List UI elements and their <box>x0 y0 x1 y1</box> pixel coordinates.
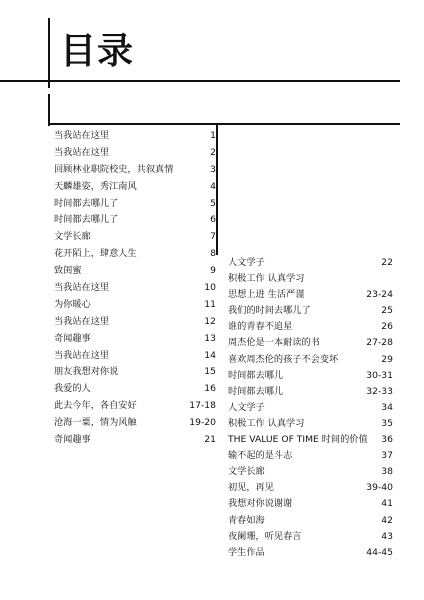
toc-entry-title: 文学长廊 <box>54 231 91 243</box>
toc-entry[interactable] <box>54 128 216 145</box>
toc-entry-page: 13 <box>204 332 216 344</box>
toc-entry[interactable] <box>228 335 393 351</box>
toc-entry-page: 6 <box>210 214 216 226</box>
toc-entry[interactable] <box>54 297 216 314</box>
toc-entry[interactable] <box>228 287 393 303</box>
toc-entry-title: 当我站在这里 <box>54 146 110 158</box>
toc-entry-title: 当我站在这里 <box>54 349 110 361</box>
toc-entry-page: 27-28 <box>366 337 393 349</box>
toc-entry-page: 3 <box>210 163 216 175</box>
toc-entry[interactable] <box>54 246 216 263</box>
toc-entry[interactable] <box>54 196 216 213</box>
toc-entry-title: 当我站在这里 <box>54 282 110 294</box>
toc-entry-page: 43 <box>381 530 393 542</box>
column-divider <box>216 123 218 255</box>
toc-entry-page: 26 <box>381 321 393 333</box>
toc-entry-page: 37 <box>381 450 393 462</box>
toc-entry-title: 思想上进 生活严谨 <box>228 289 305 301</box>
toc-entry-title: 为你暖心 <box>54 298 91 310</box>
toc-entry-page: 35 <box>381 417 393 429</box>
toc-entry-title: 我们的时间去哪儿了 <box>228 305 311 317</box>
toc-entry-title: 输不起的是斗志 <box>228 450 293 462</box>
toc-column-left <box>54 128 216 449</box>
toc-entry[interactable] <box>54 348 216 365</box>
toc-entry[interactable] <box>54 381 216 398</box>
toc-entry-page: 39-40 <box>366 482 393 494</box>
toc-entry-title: 奇闻趣事 <box>54 332 91 344</box>
toc-entry-title: 我爱的人 <box>54 383 91 395</box>
toc-entry-page: 2 <box>210 146 216 158</box>
toc-entry-page: 17-18 <box>189 400 216 412</box>
toc-entry[interactable] <box>228 352 393 368</box>
toc-entry-page: 1 <box>210 130 216 141</box>
toc-entry[interactable] <box>228 513 393 529</box>
toc-entry-title: 时间都去哪儿 <box>228 385 284 397</box>
toc-entry-title: 积极工作 认真学习 <box>228 273 305 285</box>
toc-entry[interactable] <box>228 432 393 448</box>
toc-entry-title: 回顾林业职院校史，共叙真情 <box>54 163 174 175</box>
toc-entry-title: 文学长廊 <box>228 466 265 478</box>
toc-entry[interactable] <box>54 162 216 179</box>
toc-entry[interactable] <box>54 229 216 246</box>
toc-entry[interactable] <box>228 464 393 480</box>
toc-entry[interactable] <box>228 448 393 464</box>
toc-entry-page: 44-45 <box>366 546 393 558</box>
toc-entry[interactable] <box>228 384 393 400</box>
toc-entry-title: 时间都去哪儿了 <box>54 214 119 226</box>
toc-entry-title: 当我站在这里 <box>54 130 110 141</box>
toc-entry-title: 人文学子 <box>228 401 265 413</box>
toc-entry-page: 9 <box>210 265 216 277</box>
toc-entry[interactable] <box>54 179 216 196</box>
toc-entry-page: 8 <box>210 248 216 260</box>
toc-entry-title: 青春如海 <box>228 514 265 526</box>
toc-entry-page: 10 <box>204 282 216 294</box>
toc-entry[interactable] <box>228 496 393 512</box>
page-title: 目录 <box>60 31 135 72</box>
toc-entry-page: 12 <box>204 315 216 327</box>
toc-entry-page: 11 <box>204 298 216 310</box>
toc-entry-title: 夜阑珊，听见春言 <box>228 530 302 542</box>
toc-entry-title: 花开陌上，肆意人生 <box>54 248 137 260</box>
toc-entry[interactable] <box>54 145 216 162</box>
toc-entry-page: 22 <box>381 257 393 268</box>
toc-entry[interactable] <box>228 400 393 416</box>
horizontal-rule-mid <box>48 123 400 125</box>
toc-entry-title: 沧海一粟，情为风触 <box>54 417 137 429</box>
toc-entry[interactable] <box>54 415 216 432</box>
toc-entry-page: 36 <box>381 434 393 446</box>
toc-entry[interactable] <box>228 255 393 271</box>
toc-entry-page: 38 <box>381 466 393 478</box>
toc-entry[interactable] <box>228 416 393 432</box>
vertical-rule-mid <box>48 94 50 126</box>
toc-entry-page: 25 <box>381 305 393 317</box>
toc-entry-title: 此去今年，各自安好 <box>54 400 137 412</box>
toc-entry-page: 29 <box>381 353 393 365</box>
toc-entry[interactable] <box>228 480 393 496</box>
toc-entry-title: 学生作品 <box>228 546 265 558</box>
toc-entry-title: 天麟雄姿，秀江南风 <box>54 180 137 192</box>
toc-entry[interactable] <box>228 545 393 561</box>
toc-entry[interactable] <box>54 280 216 297</box>
toc-entry-page: 19-20 <box>189 417 216 429</box>
toc-entry-page: 4 <box>210 180 216 192</box>
toc-entry[interactable] <box>228 303 393 319</box>
vertical-rule-top <box>48 18 50 88</box>
toc-entry-title: 喜欢周杰伦的孩子不会变坏 <box>228 353 339 365</box>
toc-entry-page: 5 <box>210 197 216 209</box>
toc-entry[interactable] <box>54 398 216 415</box>
toc-entry-page: 41 <box>381 498 393 510</box>
toc-column-right <box>228 255 393 561</box>
toc-entry[interactable] <box>54 212 216 229</box>
toc-entry[interactable] <box>54 432 216 449</box>
toc-entry-title: 朋友我想对你说 <box>54 366 119 378</box>
toc-entry-title: 我想对你说谢谢 <box>228 498 293 510</box>
toc-entry[interactable] <box>54 263 216 280</box>
toc-entry-page: 16 <box>204 383 216 395</box>
toc-entry[interactable] <box>54 331 216 348</box>
toc-entry-page: 21 <box>204 434 216 446</box>
toc-entry-title: 初见，再见 <box>228 482 274 494</box>
toc-entry-page: 32-33 <box>366 385 393 397</box>
toc-entry-title: 致闺蜜 <box>54 265 82 277</box>
toc-entry-page: 42 <box>381 514 393 526</box>
toc-entry-page: 15 <box>204 366 216 378</box>
toc-entry[interactable] <box>228 368 393 384</box>
toc-entry[interactable] <box>228 529 393 545</box>
toc-entry-title: 积极工作 认真学习 <box>228 417 305 429</box>
toc-entry-title: 谁的青春不追星 <box>228 321 293 333</box>
toc-entry-title: 奇闻趣事 <box>54 434 91 446</box>
toc-entry-title: THE VALUE OF TIME 时间的价值 <box>228 434 368 446</box>
toc-entry-page: 23-24 <box>366 289 393 301</box>
toc-entry-title: 人文学子 <box>228 257 265 268</box>
toc-entry[interactable] <box>228 271 393 287</box>
toc-entry-page: 14 <box>204 349 216 361</box>
toc-entry[interactable] <box>54 314 216 331</box>
toc-entry-page: 7 <box>210 231 216 243</box>
toc-entry[interactable] <box>54 364 216 381</box>
toc-entry[interactable] <box>228 319 393 335</box>
toc-entry-page: 34 <box>381 401 393 413</box>
horizontal-rule-top <box>0 80 400 82</box>
toc-entry-title: 周杰伦是一本耐读的书 <box>228 337 320 349</box>
toc-entry-title: 当我站在这里 <box>54 315 110 327</box>
toc-entry-title: 时间都去哪儿 <box>228 369 284 381</box>
toc-entry-page: 30-31 <box>366 369 393 381</box>
toc-entry-title: 时间都去哪儿了 <box>54 197 119 209</box>
